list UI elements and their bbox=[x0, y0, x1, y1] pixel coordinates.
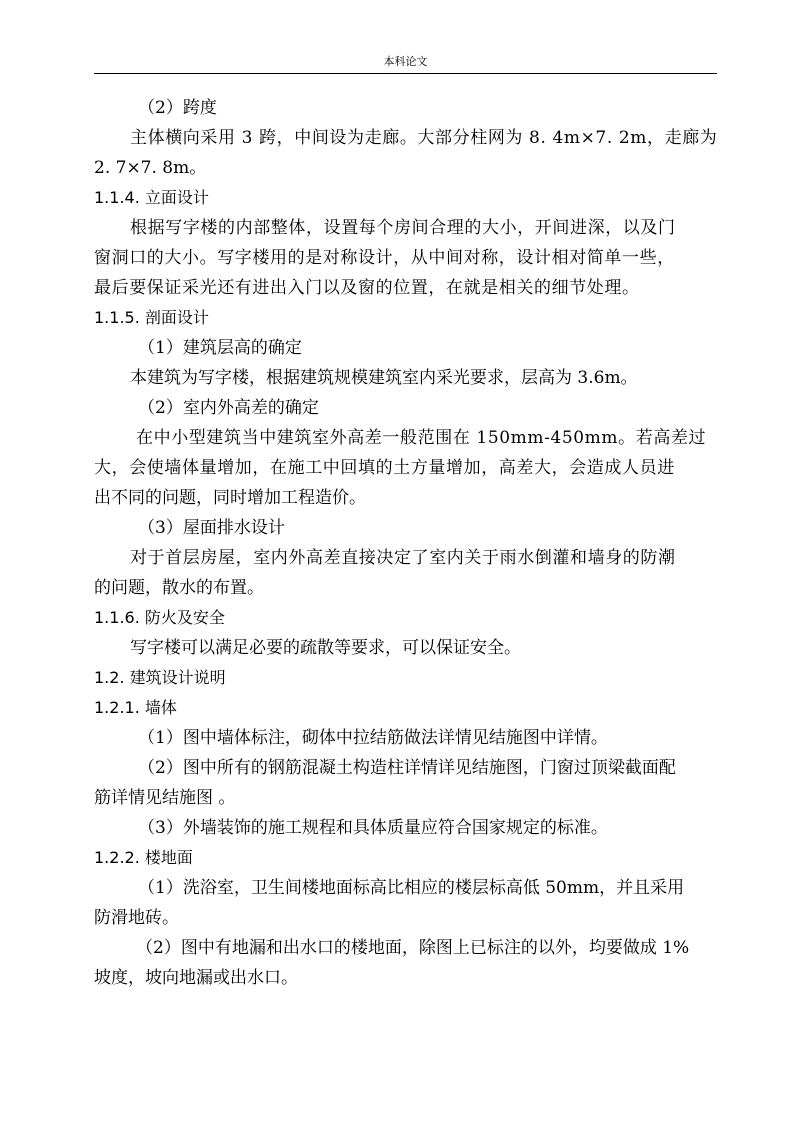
paragraph-line: 2. 7×7. 8m。 bbox=[94, 158, 207, 178]
paragraph-line: 防滑地砖。 bbox=[94, 908, 179, 928]
section-heading-1-1-6: 1.1.6. 防火及安全 bbox=[94, 608, 225, 627]
paragraph-line: 出不同的问题，同时增加工程造价。 bbox=[94, 488, 366, 508]
paragraph-line: 对于首层房屋，室内外高差直接决定了室内关于雨水倒灌和墙身的防潮 bbox=[130, 548, 676, 568]
paragraph-line: 的问题，散水的布置。 bbox=[94, 578, 264, 598]
subheading-span: （2）跨度 bbox=[138, 98, 217, 118]
page-header: 本科论文 bbox=[383, 55, 428, 68]
paragraph-line: 本建筑为写字楼，根据建筑规模建筑室内采光要求，层高为 3.6m。 bbox=[130, 368, 638, 388]
section-heading-1-1-5: 1.1.5. 剖面设计 bbox=[94, 308, 209, 327]
section-heading-1-2: 1.2. 建筑设计说明 bbox=[94, 668, 226, 687]
section-heading-1-2-2: 1.2.2. 楼地面 bbox=[94, 848, 193, 867]
paragraph-line: 大，会使墙体量增加，在施工中回填的土方量增加，高差大，会造成人员进 bbox=[94, 458, 675, 478]
section-heading-1-2-1: 1.2.1. 墙体 bbox=[94, 698, 177, 717]
paragraph-line: 坡度，坡向地漏或出水口。 bbox=[94, 968, 298, 988]
section-heading-1-1-4: 1.1.4. 立面设计 bbox=[94, 188, 209, 207]
list-item: （1）图中墙体标注，砌体中拉结筋做法详情见结施图中详情。 bbox=[138, 728, 608, 748]
list-item: （2）图中所有的钢筋混凝土构造柱详情详见结施图，门窗过顶梁截面配 bbox=[138, 758, 676, 778]
paragraph-line: 在中小型建筑当中建筑室外高差一般范围在 150mm-450mm。若高差过 bbox=[136, 428, 707, 448]
subheading-height-difference: （2）室内外高差的确定 bbox=[138, 398, 319, 418]
subheading-floor-height: （1）建筑层高的确定 bbox=[138, 338, 302, 358]
list-item: （2）图中有地漏和出水口的楼地面，除图上已标注的以外，均要做成 1% bbox=[136, 938, 690, 958]
paragraph-line: 筋详情见结施图 。 bbox=[94, 788, 236, 808]
paragraph-line: 窗洞口的大小。写字楼用的是对称设计，从中间对称，设计相对简单一些， bbox=[94, 248, 675, 268]
paragraph-line: 最后要保证采光还有进出入门以及窗的位置，在就是相关的细节处理。 bbox=[94, 278, 640, 298]
list-item: （1）洗浴室，卫生间楼地面标高比相应的楼层标高低 50mm，并且采用 bbox=[138, 878, 685, 898]
list-item: （3）外墙装饰的施工规程和具体质量应符合国家规定的标准。 bbox=[138, 818, 608, 838]
document-body bbox=[94, 93, 717, 993]
header-rule bbox=[94, 73, 717, 74]
paragraph-line: 根据写字楼的内部整体，设置每个房间合理的大小，开间进深，以及门 bbox=[130, 218, 676, 238]
paragraph-line: 主体横向采用 3 跨，中间设为走廊。大部分柱网为 8. 4m×7. 2m，走廊为 bbox=[130, 128, 718, 148]
paragraph-line: 写字楼可以满足必要的疏散等要求，可以保证安全。 bbox=[130, 638, 521, 658]
subheading-roof-drainage: （3）屋面排水设计 bbox=[138, 518, 285, 538]
